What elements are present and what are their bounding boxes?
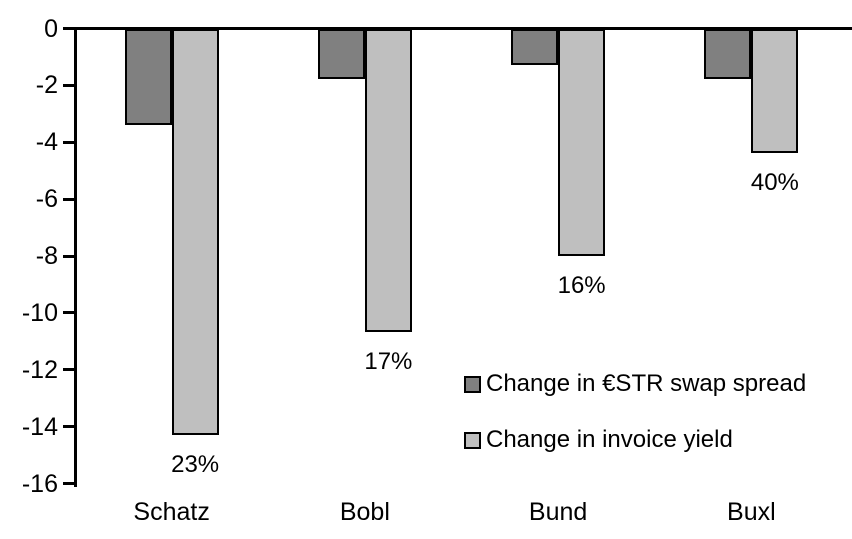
y-tick-label-14: -14 <box>21 412 58 441</box>
y-tick-label-2: -2 <box>35 71 58 100</box>
category-label-schatz: Schatz <box>133 498 210 526</box>
category-label-buxl: Buxl <box>727 498 776 526</box>
category-label-bobl: Bobl <box>339 498 390 526</box>
bar-data-label-buxl: 40% <box>750 169 799 197</box>
y-tick-label-16: -16 <box>21 469 58 498</box>
y-tick-4 <box>63 141 75 144</box>
y-tick-label-10: -10 <box>21 298 58 327</box>
bar-change-in-str-swap-spread-bund <box>511 29 558 65</box>
y-tick-label-0: 0 <box>44 14 58 43</box>
bar-change-in-str-swap-spread-buxl <box>704 29 751 79</box>
y-tick-label-12: -12 <box>21 355 58 384</box>
bar-change-in-invoice-yield-buxl <box>751 29 798 153</box>
legend-marker-invoice-yield-icon <box>464 432 481 449</box>
y-tick-2 <box>63 84 75 87</box>
y-tick-0 <box>63 27 75 30</box>
legend-item-swap-spread <box>464 369 806 399</box>
bar-change-in-str-swap-spread-bobl <box>318 29 365 79</box>
bar-change-in-invoice-yield-schatz <box>172 29 219 435</box>
y-tick-label-8: -8 <box>35 242 58 271</box>
bar-change-in-invoice-yield-bund <box>558 29 605 256</box>
y-tick-6 <box>63 198 75 201</box>
y-tick-8 <box>63 255 75 258</box>
bar-data-label-bobl: 17% <box>364 348 413 376</box>
bar-change-in-str-swap-spread-schatz <box>125 29 172 125</box>
bar-change-in-invoice-yield-bobl <box>365 29 412 332</box>
legend-label-swap-spread: Change in €STR swap spread <box>486 370 807 397</box>
y-tick-16 <box>63 482 75 485</box>
legend-marker-swap-spread-icon <box>464 376 481 393</box>
zero-axis-line <box>63 27 852 30</box>
bar-data-label-bund: 16% <box>557 271 606 299</box>
y-tick-10 <box>63 311 75 314</box>
y-tick-12 <box>63 368 75 371</box>
category-label-bund: Bund <box>528 498 588 526</box>
legend-label-invoice-yield: Change in invoice yield <box>486 426 733 453</box>
bar-data-label-schatz: 23% <box>171 450 220 478</box>
legend <box>464 369 806 455</box>
legend-item-invoice-yield <box>464 425 806 455</box>
y-tick-14 <box>63 425 75 428</box>
y-tick-label-4: -4 <box>35 128 58 157</box>
y-tick-label-6: -6 <box>35 185 58 214</box>
